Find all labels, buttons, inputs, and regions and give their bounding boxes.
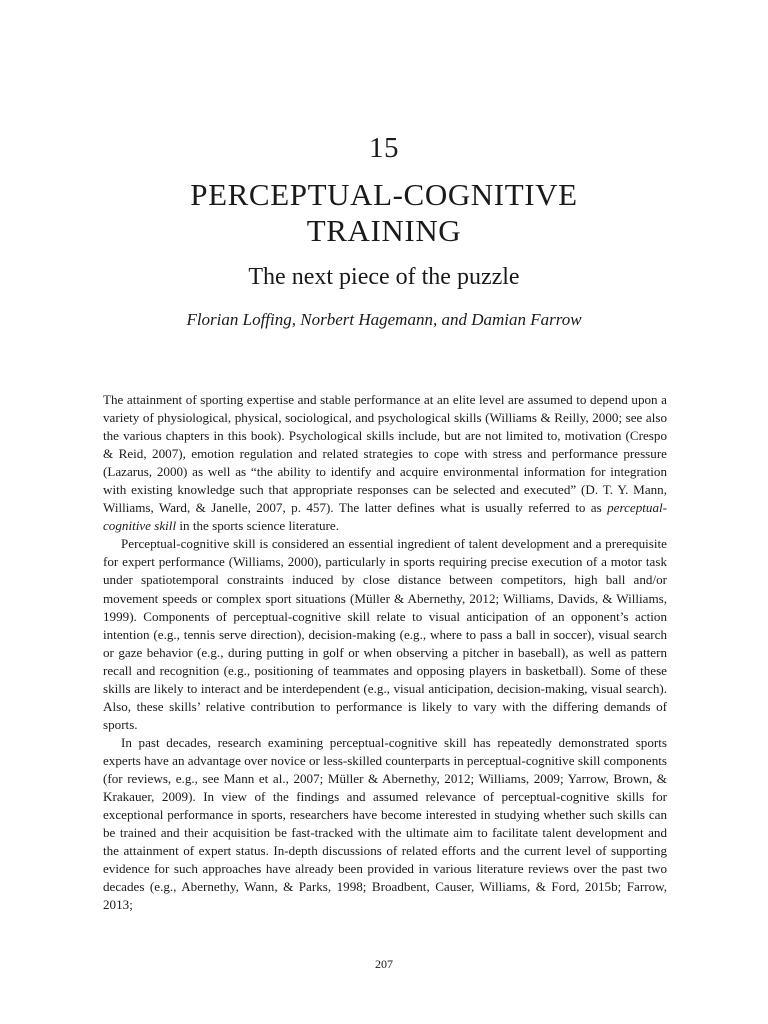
chapter-title-line-1: PERCEPTUAL-COGNITIVE	[190, 177, 578, 212]
paragraph-3: In past decades, research examining perceptual-cognitive skill has repeatedly demonstrated sports experts have an advantage over novice or less-skilled counterparts in perceptual-cognitive skill components (for reviews, e.g., see Mann et al., 2007; Müller & Abernethy, 2012; Williams, 2009; Yarrow, Brown, & Krakauer, 2009). In view of the findings and assumed relevance of perceptual-cognitive skills for exceptional performance in sports, researchers have become interested in studying whether such skills can be trained and their acquisition be fast-tracked with the ultimate aim to facilitate talent development and the attainment of expert status. In-depth discussions of related efforts and the current level of supporting evidence for such approaches have already been provided in various literature reviews over the past two decades (e.g., Abernethy, Wann, & Parks, 1998; Broadbent, Causer, Williams, & Ford, 2015b; Farrow, 2013;	[103, 734, 667, 913]
page-number: 207	[375, 957, 393, 971]
paragraph-1-text-a: The attainment of sporting expertise and stable performance at an elite level are assumed to depend upon a variety of physiological, physical, sociological, and psychological skills (Williams & Reilly, 2000; see also the various chapters in this book). Psychological skills include, but are not limited to, motivation (Crespo & Reid, 2007), emotion regulation and related strategies to cope with stress and performance pressure (Lazarus, 2000) as well as “the ability to identify and acquire environmental information for integration with existing knowledge such that appropriate responses can be selected and executed” (D. T. Y. Mann, Williams, Ward, & Janelle, 2007, p. 457). The latter defines what is usually referred to as	[103, 392, 667, 516]
paragraph-1	[103, 391, 667, 535]
chapter-authors: Florian Loffing, Norbert Hagemann, and Damian Farrow	[186, 310, 582, 329]
body-text	[103, 391, 667, 914]
chapter-number: 15	[369, 132, 399, 164]
chapter-subtitle: The next piece of the puzzle	[248, 264, 520, 290]
paragraph-2: Perceptual-cognitive skill is considered an essential ingredient of talent development and a prerequisite for expert performance (Williams, 2000), particularly in sports requiring precise execution of a motor task under spatiotemporal constraints induced by close distance between competitors, high ball and/or movement speeds or complex sport situations (Müller & Abernethy, 2012; Williams, Davids, & Williams, 1999). Components of perceptual-cognitive skill relate to visual anticipation of an opponent’s action intention (e.g., tennis serve direction), decision-making (e.g., where to pass a ball in soccer), visual search or gaze behavior (e.g., during putting in golf or when observing a pitcher in baseball), as well as pattern recall and recognition (e.g., positioning of teammates and opposing players in basketball). Some of these skills are likely to interact and be interdependent (e.g., visual anticipation, decision-making, visual search). Also, these skills’ relative contribution to performance is likely to vary with the differing demands of sports.	[103, 536, 667, 732]
chapter-title	[0, 177, 768, 249]
chapter-title-line-2: TRAINING	[306, 213, 462, 248]
paragraph-1-text-b: in the sports science literature.	[176, 518, 339, 534]
paragraph-1-italic-term: perceptual-cognitive skill	[103, 500, 667, 534]
